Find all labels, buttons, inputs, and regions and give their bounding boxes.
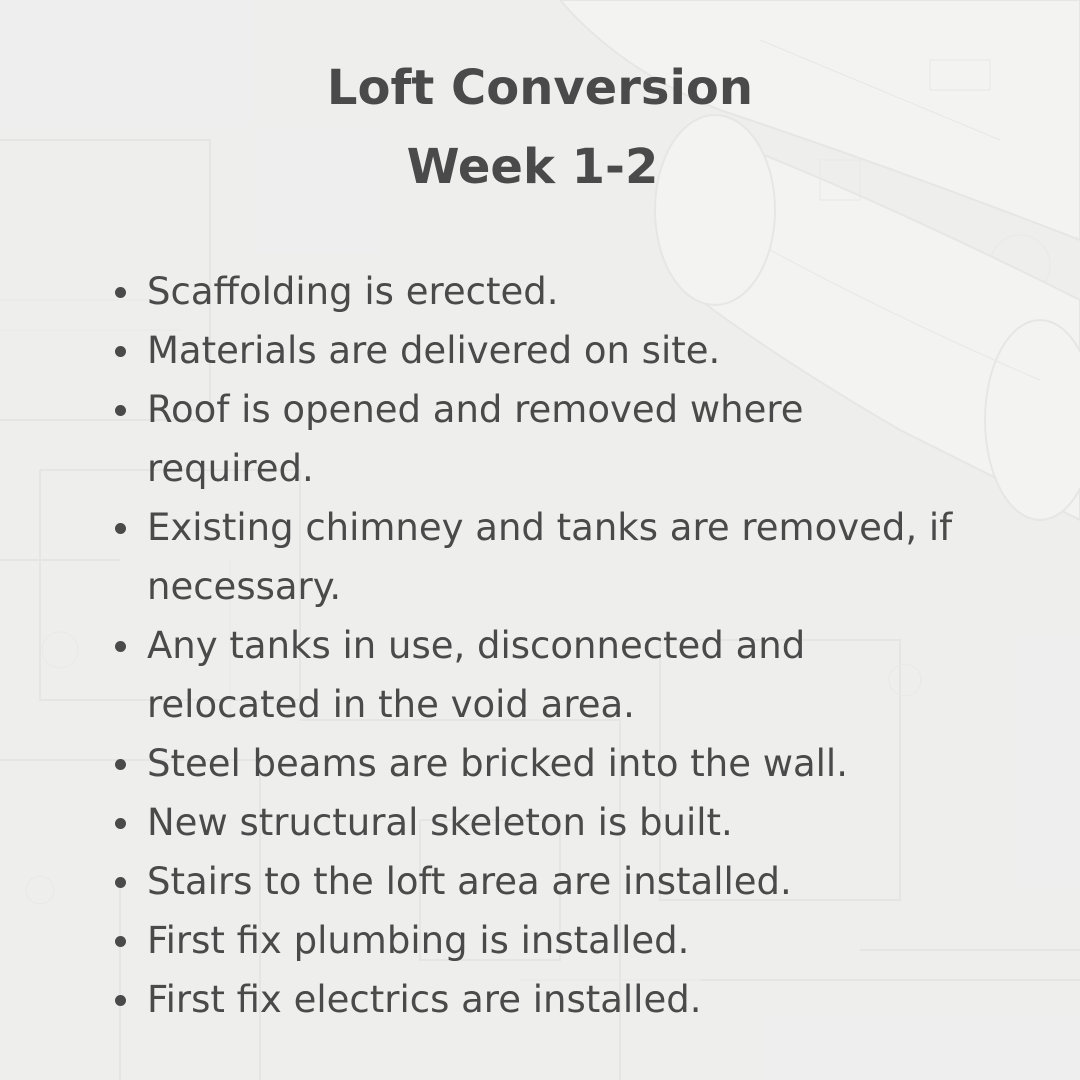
bullet-icon (115, 405, 126, 416)
bullet-icon (115, 287, 126, 298)
list-item-text: Any tanks in use, disconnected and relocated in the void area. (147, 624, 806, 726)
list-item-text: Steel beams are bricked into the wall. (147, 742, 848, 785)
bullet-icon (115, 346, 126, 357)
list-item-text: First fix electrics are installed. (147, 978, 702, 1021)
bullet-icon (115, 995, 126, 1006)
list-item (110, 852, 1010, 911)
list-item-text: Materials are delivered on site. (147, 329, 721, 372)
page-title: Loft Conversion (326, 60, 754, 116)
page-subtitle: Week 1-2 (406, 139, 659, 195)
list-item (110, 498, 1047, 616)
bullet-icon (115, 936, 126, 947)
list-item-text: Scaffolding is erected. (147, 270, 559, 313)
bullet-icon (115, 818, 126, 829)
list-item-text: Existing chimney and tanks are removed, if necessary. (147, 506, 953, 608)
list-item (110, 616, 867, 734)
bullet-icon (115, 877, 126, 888)
list-item-text: Stairs to the loft area are installed. (147, 860, 792, 903)
list-item (110, 380, 857, 498)
list-item-text: First fix plumbing is installed. (147, 919, 690, 962)
list-item (110, 911, 1010, 970)
list-item (110, 734, 1010, 793)
list-item (110, 321, 1010, 380)
bullet-icon (115, 523, 126, 534)
list-item-text: Roof is opened and removed where required. (147, 388, 804, 490)
bullet-icon (115, 641, 126, 652)
list-item (110, 793, 1010, 852)
list-item (110, 970, 1010, 1029)
list-item (110, 262, 1010, 321)
bullet-icon (115, 759, 126, 770)
steps-list (110, 262, 1010, 1029)
list-item-text: New structural skeleton is built. (147, 801, 733, 844)
